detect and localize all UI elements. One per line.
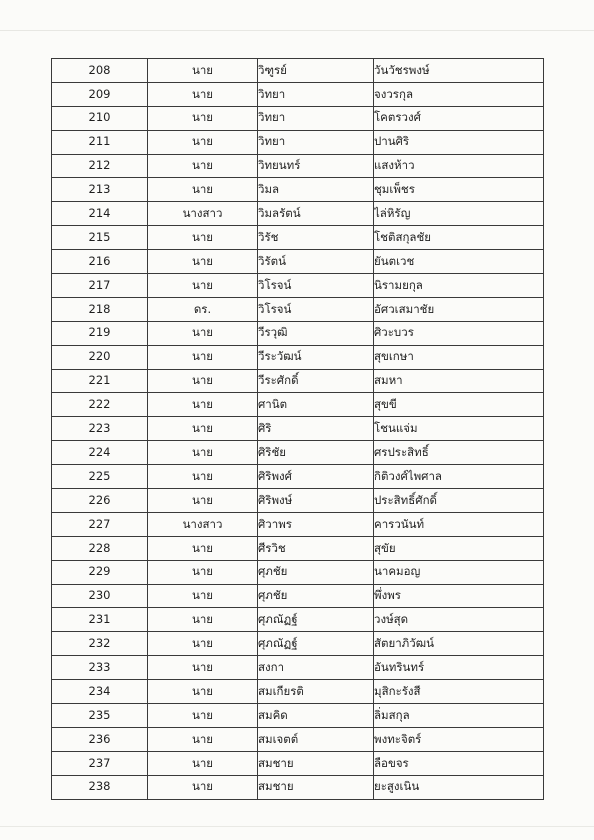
table-row — [52, 154, 544, 178]
table-row — [52, 321, 544, 345]
table-row — [52, 345, 544, 369]
name-prefix: นาย — [148, 369, 258, 393]
last-name: อัศวเสมาชัย — [374, 297, 544, 321]
row-number: 234 — [52, 680, 148, 704]
row-number: 221 — [52, 369, 148, 393]
row-number: 233 — [52, 656, 148, 680]
first-name: ศุภชัย — [258, 584, 374, 608]
last-name: นิรามยกุล — [374, 274, 544, 298]
first-name: ศุภชัย — [258, 560, 374, 584]
last-name: ชุมเพ็ชร — [374, 178, 544, 202]
name-prefix: นาย — [148, 106, 258, 130]
name-roster-table — [51, 58, 544, 800]
name-prefix: นาย — [148, 393, 258, 417]
row-number: 220 — [52, 345, 148, 369]
row-number: 225 — [52, 465, 148, 489]
roster-body — [52, 59, 544, 800]
last-name: โชติสกุลชัย — [374, 226, 544, 250]
first-name: ศีรวิช — [258, 536, 374, 560]
row-number: 208 — [52, 59, 148, 83]
table-row — [52, 202, 544, 226]
first-name: ศิริพงษ์ — [258, 489, 374, 513]
last-name: แสงห้าว — [374, 154, 544, 178]
last-name: คารวนันท์ — [374, 512, 544, 536]
last-name: วงษ์สุด — [374, 608, 544, 632]
row-number: 230 — [52, 584, 148, 608]
table-row — [52, 106, 544, 130]
table-row — [52, 465, 544, 489]
name-prefix: นาย — [148, 704, 258, 728]
row-number: 219 — [52, 321, 148, 345]
row-number: 215 — [52, 226, 148, 250]
name-prefix: นาย — [148, 560, 258, 584]
last-name: พึ่งพร — [374, 584, 544, 608]
last-name: ยะสูงเนิน — [374, 775, 544, 799]
name-prefix: นาย — [148, 656, 258, 680]
first-name: วิรัตน์ — [258, 250, 374, 274]
table-row — [52, 369, 544, 393]
name-prefix: นาย — [148, 441, 258, 465]
first-name: ศิริ — [258, 417, 374, 441]
row-number: 235 — [52, 704, 148, 728]
first-name: ศิวาพร — [258, 512, 374, 536]
row-number: 222 — [52, 393, 148, 417]
row-number: 226 — [52, 489, 148, 513]
last-name: สุขัย — [374, 536, 544, 560]
first-name: สมชาย — [258, 751, 374, 775]
row-number: 236 — [52, 727, 148, 751]
table-row — [52, 250, 544, 274]
last-name: ลิ่มสกุล — [374, 704, 544, 728]
table-row — [52, 130, 544, 154]
last-name: ประสิทธิ์ศักดิ์ — [374, 489, 544, 513]
first-name: วีรวุฒิ — [258, 321, 374, 345]
name-prefix: นางสาว — [148, 512, 258, 536]
first-name: วิทยา — [258, 130, 374, 154]
row-number: 232 — [52, 632, 148, 656]
name-prefix: นาย — [148, 82, 258, 106]
table-row — [52, 297, 544, 321]
page-bottom-edge — [0, 826, 594, 827]
last-name: จงวรกุล — [374, 82, 544, 106]
last-name: สุขขี — [374, 393, 544, 417]
row-number: 227 — [52, 512, 148, 536]
name-prefix: นาย — [148, 584, 258, 608]
name-prefix: นาย — [148, 321, 258, 345]
row-number: 231 — [52, 608, 148, 632]
table-row — [52, 680, 544, 704]
row-number: 223 — [52, 417, 148, 441]
row-number: 214 — [52, 202, 148, 226]
row-number: 217 — [52, 274, 148, 298]
name-prefix: นางสาว — [148, 202, 258, 226]
last-name: นาคมอญ — [374, 560, 544, 584]
first-name: ศานิต — [258, 393, 374, 417]
last-name: สมหา — [374, 369, 544, 393]
row-number: 224 — [52, 441, 148, 465]
first-name: วิรัช — [258, 226, 374, 250]
table-row — [52, 274, 544, 298]
first-name: ศุภณัฏฐ์ — [258, 632, 374, 656]
table-row — [52, 704, 544, 728]
table-row — [52, 417, 544, 441]
name-prefix: นาย — [148, 226, 258, 250]
first-name: สมคิด — [258, 704, 374, 728]
name-prefix: นาย — [148, 632, 258, 656]
first-name: ศุภณัฏฐ์ — [258, 608, 374, 632]
row-number: 213 — [52, 178, 148, 202]
row-number: 211 — [52, 130, 148, 154]
first-name: สมชาย — [258, 775, 374, 799]
name-prefix: นาย — [148, 250, 258, 274]
first-name: วิโรจน์ — [258, 297, 374, 321]
table-row — [52, 584, 544, 608]
table-row — [52, 82, 544, 106]
table-row — [52, 560, 544, 584]
last-name: ลือขจร — [374, 751, 544, 775]
name-prefix: นาย — [148, 751, 258, 775]
first-name: สมเจตต์ — [258, 727, 374, 751]
first-name: วิโรจน์ — [258, 274, 374, 298]
last-name: ปานศิริ — [374, 130, 544, 154]
table-row — [52, 393, 544, 417]
table-row — [52, 608, 544, 632]
row-number: 212 — [52, 154, 148, 178]
row-number: 229 — [52, 560, 148, 584]
table-row — [52, 512, 544, 536]
first-name: ศิริพงศ์ — [258, 465, 374, 489]
table-row — [52, 441, 544, 465]
table-row — [52, 727, 544, 751]
last-name: ศิวะบวร — [374, 321, 544, 345]
first-name: วีระศักดิ์ — [258, 369, 374, 393]
first-name: วีระวัฒน์ — [258, 345, 374, 369]
name-prefix: นาย — [148, 536, 258, 560]
last-name: พงทะจิตร์ — [374, 727, 544, 751]
table-row — [52, 536, 544, 560]
name-prefix: นาย — [148, 775, 258, 799]
row-number: 218 — [52, 297, 148, 321]
row-number: 238 — [52, 775, 148, 799]
row-number: 228 — [52, 536, 148, 560]
table-row — [52, 59, 544, 83]
name-prefix: นาย — [148, 727, 258, 751]
name-prefix: นาย — [148, 608, 258, 632]
name-prefix: นาย — [148, 154, 258, 178]
name-prefix: นาย — [148, 345, 258, 369]
first-name: สมเกียรติ — [258, 680, 374, 704]
table-row — [52, 775, 544, 799]
first-name: ศิริชัย — [258, 441, 374, 465]
last-name: วันวัชรพงษ์ — [374, 59, 544, 83]
first-name: วิทยา — [258, 106, 374, 130]
last-name: กิติวงศ์ไพศาล — [374, 465, 544, 489]
name-prefix: นาย — [148, 274, 258, 298]
name-prefix: นาย — [148, 178, 258, 202]
name-prefix: นาย — [148, 680, 258, 704]
name-prefix: นาย — [148, 465, 258, 489]
last-name: สุขเกษา — [374, 345, 544, 369]
last-name: ไล่หิรัญ — [374, 202, 544, 226]
name-prefix: นาย — [148, 417, 258, 441]
last-name: สัตยาภิวัฒน์ — [374, 632, 544, 656]
first-name: วิทยนทร์ — [258, 154, 374, 178]
last-name: อันทรินทร์ — [374, 656, 544, 680]
name-prefix: นาย — [148, 130, 258, 154]
last-name: มุสิกะรังสี — [374, 680, 544, 704]
name-prefix: ดร. — [148, 297, 258, 321]
table-row — [52, 489, 544, 513]
first-name: วิมล — [258, 178, 374, 202]
last-name: ศรประสิทธิ์ — [374, 441, 544, 465]
table-row — [52, 632, 544, 656]
first-name: สงกา — [258, 656, 374, 680]
last-name: โชนแจ่ม — [374, 417, 544, 441]
first-name: วิฑูรย์ — [258, 59, 374, 83]
table-row — [52, 656, 544, 680]
row-number: 210 — [52, 106, 148, 130]
page-top-edge — [0, 30, 594, 31]
first-name: วิมลรัตน์ — [258, 202, 374, 226]
first-name: วิทยา — [258, 82, 374, 106]
row-number: 209 — [52, 82, 148, 106]
table-row — [52, 178, 544, 202]
last-name: โคตรวงศ์ — [374, 106, 544, 130]
row-number: 216 — [52, 250, 148, 274]
row-number: 237 — [52, 751, 148, 775]
table-row — [52, 751, 544, 775]
last-name: ยันตเวช — [374, 250, 544, 274]
name-prefix: นาย — [148, 59, 258, 83]
table-row — [52, 226, 544, 250]
name-prefix: นาย — [148, 489, 258, 513]
